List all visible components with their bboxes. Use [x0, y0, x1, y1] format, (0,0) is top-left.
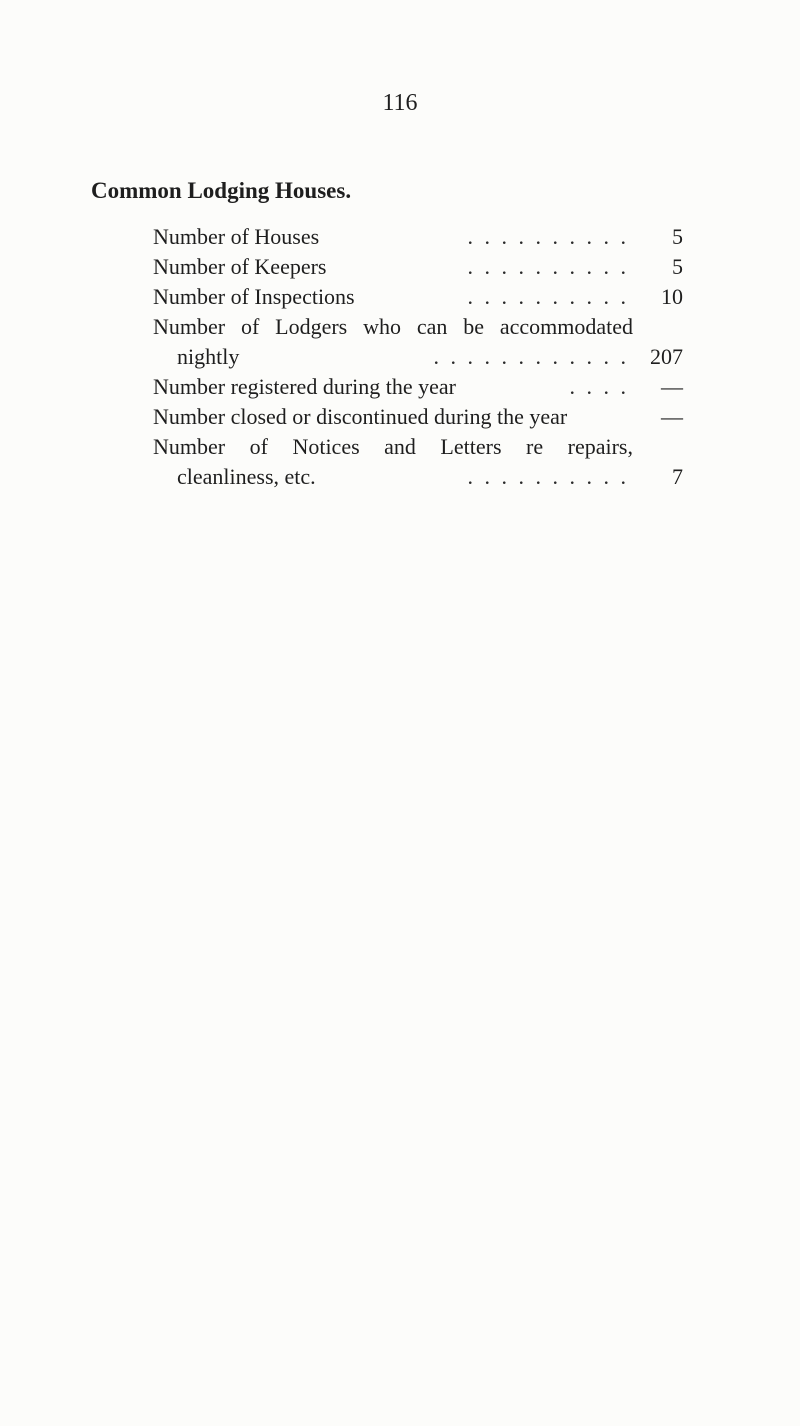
row-value: 10	[661, 284, 683, 309]
page-number: 116	[382, 90, 418, 116]
table-row	[153, 402, 683, 432]
row-label: Number of Houses	[153, 224, 320, 249]
row-label: Number registered during the year	[153, 374, 456, 399]
table-row	[153, 372, 683, 402]
row-value: 5	[672, 254, 683, 279]
lodging-houses-table	[153, 222, 683, 492]
row-label: Number of Lodgers who can be accommodated	[153, 314, 633, 339]
dot-leader: . . . .	[569, 374, 629, 399]
table-row	[153, 222, 683, 252]
dot-leader: . . . . . . . . . .	[467, 464, 629, 489]
table-row	[153, 342, 683, 372]
row-value: 7	[672, 464, 683, 489]
row-label: cleanliness, etc.	[177, 464, 316, 489]
table-row	[153, 432, 683, 462]
table-row	[153, 462, 683, 492]
row-value: 207	[650, 344, 683, 369]
row-value: —	[661, 404, 683, 429]
table-row	[153, 282, 683, 312]
row-label: Number closed or discontinued during the year	[153, 404, 568, 429]
dot-leader: . . . . . . . . . .	[467, 254, 629, 279]
row-value: —	[661, 374, 683, 399]
dot-leader: . . . . . . . . . .	[467, 224, 629, 249]
dot-leader: . . . . . . . . . .	[467, 284, 629, 309]
row-label: Number of Notices and Letters re repairs,	[153, 434, 633, 459]
dot-leader: . . . . . . . . . . . .	[433, 344, 629, 369]
table-row	[153, 312, 683, 342]
row-value: 5	[672, 224, 683, 249]
table-row	[153, 252, 683, 282]
row-label: Number of Inspections	[153, 284, 355, 309]
row-label: nightly	[177, 344, 240, 369]
row-label: Number of Keepers	[153, 254, 327, 279]
section-title: Common Lodging Houses.	[91, 178, 352, 203]
